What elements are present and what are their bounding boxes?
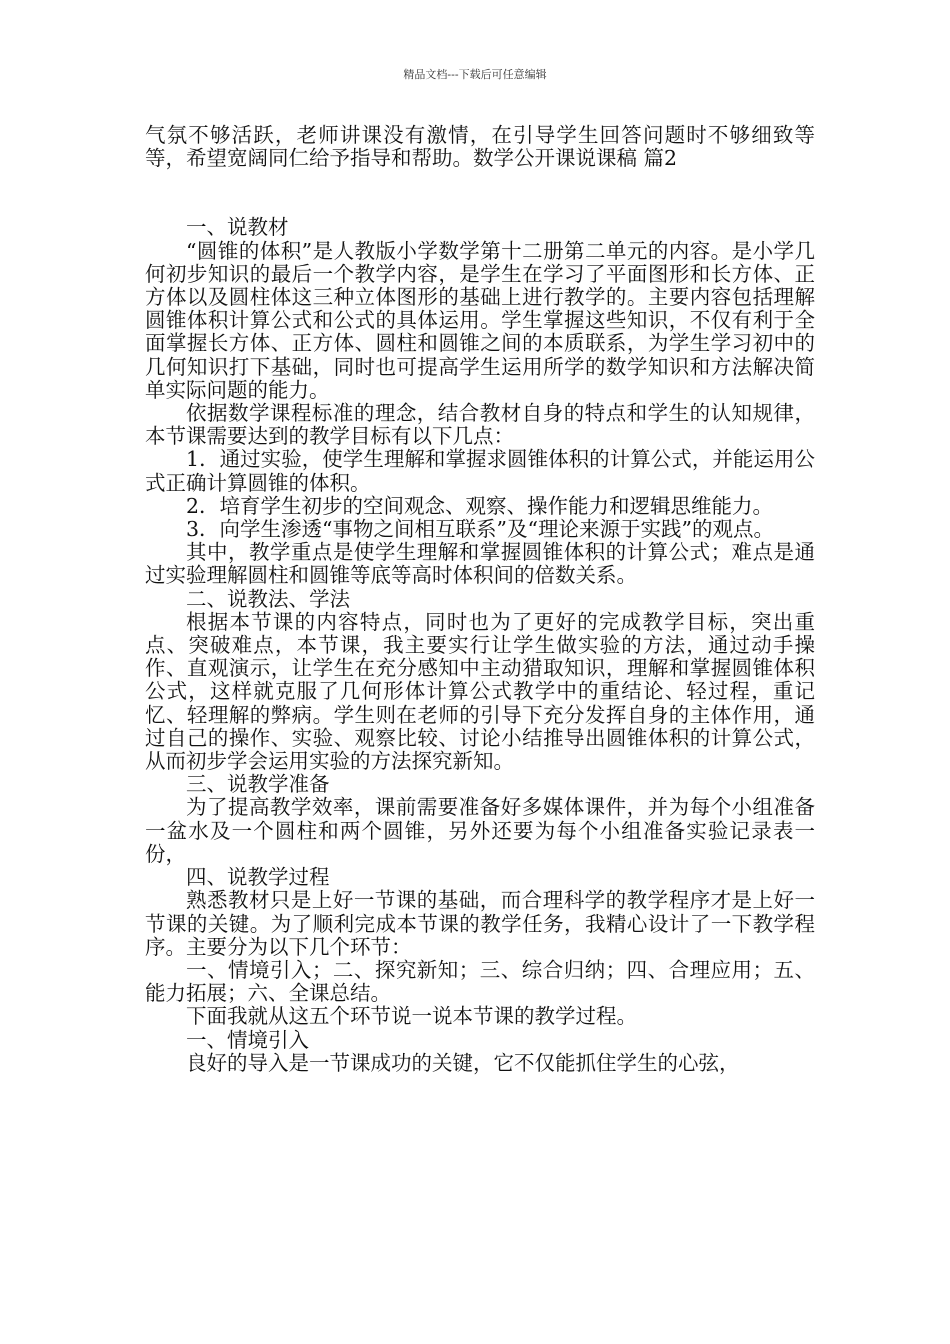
goal-item-1: 1．通过实验，使学生理解和掌握求圆锥体积的计算公式，并能运用公式正确计算圆锥的体积。 [145,447,815,495]
paragraph-7: 其中，教学重点是使学生理解和掌握圆锥体积的计算公式；难点是通过实验理解圆柱和圆锥等底等高时体积间的倍数关系。 [145,540,815,588]
paragraph-3: 依据数学课程标准的理念，结合教材自身的特点和学生的认知规律，本节课需要达到的教学目标有以下几点： [145,401,815,449]
document-body [145,124,815,1075]
paragraph-9: 根据本节课的内容特点，同时也为了更好的完成教学目标，突出重点、突破难点，本节课，我主要实行让学生做实验的方法，通过动手操作、直观演示，让学生在充分感知中主动猎取知识，理解和掌握圆锥体积公式，这样就克服了几何形体计算公式教学中的重结论、轻过程，重记忆、轻理解的弊病。学生则在老师的引导下充分发挥自身的主体作用，通过自己的操作、实验、观察比较、讨论小结推导出圆锥体积的计算公式，从而初步学会运用实验的方法探究新知。 [145,609,815,774]
goal-item-2: 2．培育学生初步的空间观念、观察、操作能力和逻辑思维能力。 [186,493,774,518]
subsection-heading: 一、情境引入 [186,1027,309,1052]
section-heading-4: 四、说教学过程 [186,865,330,890]
section-heading-1: 一、说教材 [186,215,289,240]
paragraph-0: 气氛不够活跃，老师讲课没有激情，在引导学生回答问题时不够细致等等，希望宽阔同仁给予指导和帮助。数学公开课说课稿 篇2 [145,123,815,171]
paragraph-11: 为了提高教学效率，课前需要准备好多媒体课件，并为每个小组准备一盆水及一个圆柱和两个圆锥，另外还要为每个小组准备实验记录表一份， [145,795,815,866]
section-heading-3: 三、说教学准备 [186,772,330,797]
paragraph-17: 良好的导入是一节课成功的关键，它不仅能抓住学生的心弦， [186,1050,740,1075]
paragraph-2: “圆锥的体积”是人教版小学数学第十二册第二单元的内容。是小学几何初步知识的最后一个教学内容，是学生在学习了平面图形和长方体、正方体以及圆柱体这三种立体图形的基础上进行教学的。主要内容包括理解圆锥体积计算公式和公式的具体运用。学生掌握这些知识，不仅有利于全面掌握长方体、正方体、圆柱和圆锥之间的本质联系，为学生学习初中的几何知识打下基础，同时也可提高学生运用所学的数学知识和方法解决简单实际问题的能力。 [145,238,815,402]
paragraph-13: 熟悉教材只是上好一节课的基础，而合理科学的教学程序才是上好一节课的关键。为了顺利完成本节课的教学任务，我精心设计了一下教学程序。主要分为以下几个环节： [145,888,815,959]
paragraph-14: 一、情境引入；二、探究新知；三、综合归纳；四、合理应用；五、能力拓展；六、全课总结。 [145,957,815,1006]
goal-item-3: 3．向学生渗透“事物之间相互联系”及“理论来源于实践”的观点。 [186,517,774,542]
page-header: 精品文档---下载后可任意编辑 [403,68,547,81]
paragraph-15: 下面我就从这五个环节说一说本节课的教学过程。 [186,1004,637,1029]
paragraph-gap [145,170,815,216]
section-heading-2: 二、说教法、学法 [186,586,350,611]
